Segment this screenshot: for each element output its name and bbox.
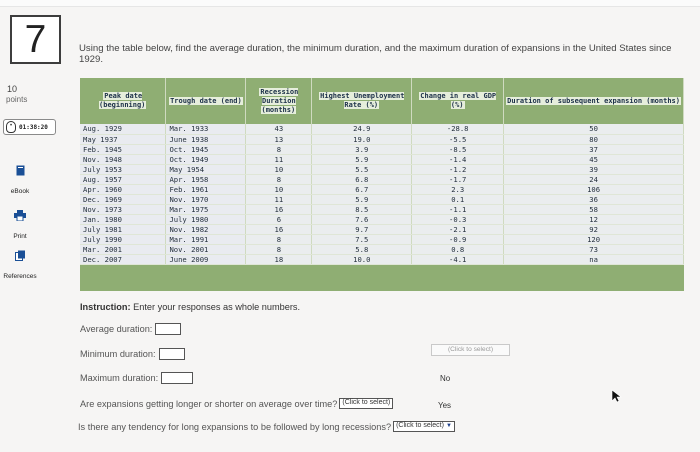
references-icon [0, 250, 40, 264]
table-cell: 7.6 [312, 214, 412, 224]
table-cell: 16 [246, 224, 312, 234]
maximum-duration-label: Maximum duration: [80, 373, 159, 383]
table-cell: 8 [246, 234, 312, 244]
minimum-duration-label: Minimum duration: [80, 349, 156, 359]
question-1-select[interactable]: (Click to select) [339, 398, 393, 409]
sidebar-item-ebook[interactable] [0, 165, 40, 198]
table-row [80, 214, 684, 224]
table-cell: July 1990 [80, 234, 166, 244]
table-cell: -0.3 [412, 214, 504, 224]
table-row [80, 164, 684, 174]
table-cell: Jan. 1980 [80, 214, 166, 224]
mouse-pointer-icon [611, 389, 623, 403]
table-cell: 24.9 [312, 124, 412, 134]
table-cell: -1.7 [412, 174, 504, 184]
table-cell: Mar. 1933 [166, 124, 246, 134]
table-cell: -0.9 [412, 234, 504, 244]
table-row [80, 154, 684, 164]
table-cell: 6 [246, 214, 312, 224]
table-cell: 5.8 [312, 244, 412, 254]
table-cell: 5.5 [312, 164, 412, 174]
table-row [80, 124, 684, 134]
table-cell: 11 [246, 194, 312, 204]
table-row [80, 184, 684, 194]
table-row [80, 134, 684, 144]
table-cell: 120 [504, 234, 684, 244]
table-row [80, 224, 684, 234]
average-duration-row [80, 323, 181, 335]
table-cell: -5.5 [412, 134, 504, 144]
table-cell: 8 [246, 174, 312, 184]
table-cell: 10 [246, 164, 312, 174]
table-cell: 5.9 [312, 154, 412, 164]
table-cell: Nov. 1973 [80, 204, 166, 214]
table-cell: Aug. 1929 [80, 124, 166, 134]
table-cell: Nov. 1948 [80, 154, 166, 164]
minimum-duration-input[interactable] [159, 348, 185, 360]
table-cell: 37 [504, 144, 684, 154]
table-cell: 43 [246, 124, 312, 134]
question-row-2 [78, 421, 455, 432]
col-header: Recession Duration (months) [246, 78, 312, 124]
table-cell: Nov. 1982 [166, 224, 246, 234]
table-cell: 7.5 [312, 234, 412, 244]
table-cell: 19.0 [312, 134, 412, 144]
table-cell: 73 [504, 244, 684, 254]
table-cell: June 2009 [166, 254, 246, 264]
dropdown-option-no[interactable]: No [440, 374, 451, 383]
table-cell: Feb. 1945 [80, 144, 166, 154]
table-cell: 36 [504, 194, 684, 204]
top-strip [0, 0, 700, 7]
maximum-duration-row [80, 372, 193, 384]
table-cell: 12 [504, 214, 684, 224]
table-cell: 9.7 [312, 224, 412, 234]
instruction: Instruction: Enter your responses as whole numbers. [80, 302, 301, 312]
timer-text: 01:38:20 [19, 123, 48, 131]
table-row [80, 244, 684, 254]
table-row [80, 174, 684, 184]
col-header: Duration of subsequent expansion (months) [504, 78, 684, 124]
table-cell: Feb. 1961 [166, 184, 246, 194]
table-cell: -1.4 [412, 154, 504, 164]
table-cell: 16 [246, 204, 312, 214]
points-label: points [6, 95, 28, 104]
table-cell: Dec. 2007 [80, 254, 166, 264]
table-row [80, 234, 684, 244]
table-cell: -4.1 [412, 254, 504, 264]
table-cell: Mar. 1975 [166, 204, 246, 214]
table-cell: Aug. 1957 [80, 174, 166, 184]
table-cell: 92 [504, 224, 684, 234]
question-text: Using the table below, find the average duration, the minimum duration, and the maximum duration of expansions in the United States since 1929. [79, 43, 672, 65]
question-number: 7 [10, 15, 61, 64]
table-cell: -8.5 [412, 144, 504, 154]
table-cell: 50 [504, 124, 684, 134]
question-row-1 [80, 398, 393, 409]
table-cell: 18 [246, 254, 312, 264]
table-cell: -28.8 [412, 124, 504, 134]
table-cell: 58 [504, 204, 684, 214]
sidebar-item-label: Print [13, 233, 27, 240]
question-2-text: Is there any tendency for long expansions to be followed by long recessions? [78, 421, 392, 432]
table-cell: -1.1 [412, 204, 504, 214]
points-value: 10 [7, 84, 18, 94]
table-cell: May 1937 [80, 134, 166, 144]
table-cell: 39 [504, 164, 684, 174]
table-cell: na [504, 254, 684, 264]
table-row [80, 204, 684, 214]
col-header: Highest Unemployment Rate (%) [312, 78, 412, 124]
sidebar-item-label: eBook [10, 188, 30, 195]
table-cell: Nov. 2001 [166, 244, 246, 254]
table-cell: 3.9 [312, 144, 412, 154]
table-row [80, 254, 684, 264]
table-cell: 10 [246, 184, 312, 194]
table-cell: July 1953 [80, 164, 166, 174]
table-cell: 0.8 [412, 244, 504, 254]
table-row [80, 194, 684, 204]
table-cell: Apr. 1958 [166, 174, 246, 184]
table-cell: 6.7 [312, 184, 412, 194]
col-header: Peak date (beginning) [80, 78, 166, 124]
sidebar-item-references[interactable] [0, 250, 40, 283]
table-cell: July 1981 [80, 224, 166, 234]
col-header: Change in real GDP (%) [412, 78, 504, 124]
question-1-text: Are expansions getting longer or shorter on average over time? [80, 398, 338, 409]
table-cell: 0.1 [412, 194, 504, 204]
table-cell: Mar. 2001 [80, 244, 166, 254]
table-cell: 2.3 [412, 184, 504, 194]
sidebar-item-print[interactable] [0, 210, 40, 243]
table-cell: 5.9 [312, 194, 412, 204]
table-cell: 11 [246, 154, 312, 164]
table-cell: 45 [504, 154, 684, 164]
table-row [80, 144, 684, 154]
dropdown-option-yes[interactable]: Yes [438, 401, 452, 410]
table-cell: -2.1 [412, 224, 504, 234]
table-cell: Dec. 1969 [80, 194, 166, 204]
table-cell: -1.2 [412, 164, 504, 174]
question-2-select[interactable]: (Click to select) ▼ [393, 421, 455, 432]
table-cell: May 1954 [166, 164, 246, 174]
table-cell: 8 [246, 244, 312, 254]
timer [3, 119, 56, 135]
sidebar-item-label: References [3, 273, 37, 280]
book-icon [0, 165, 40, 179]
table-cell: 13 [246, 134, 312, 144]
average-duration-label: Average duration: [80, 324, 153, 334]
table-cell: Nov. 1970 [166, 194, 246, 204]
print-icon [0, 210, 40, 224]
recession-table [80, 78, 684, 291]
table-cell: 80 [504, 134, 684, 144]
table-cell: 8.5 [312, 204, 412, 214]
table-cell: Oct. 1949 [166, 154, 246, 164]
table-cell: Oct. 1945 [166, 144, 246, 154]
minimum-duration-row [80, 348, 185, 360]
col-header: Trough date (end) [166, 78, 246, 124]
table-cell: 6.8 [312, 174, 412, 184]
maximum-duration-input[interactable] [161, 372, 193, 384]
table-cell: Apr. 1960 [80, 184, 166, 194]
chevron-down-icon: ▼ [445, 423, 452, 429]
average-duration-input[interactable] [155, 323, 181, 335]
table-cell: June 1938 [166, 134, 246, 144]
table-cell: Mar. 1991 [166, 234, 246, 244]
table-cell: 8 [246, 144, 312, 154]
table-cell: July 1980 [166, 214, 246, 224]
dropdown-hint[interactable]: (Click to select) [431, 344, 510, 356]
table-cell: 24 [504, 174, 684, 184]
stopwatch-icon: • [6, 121, 16, 133]
table-cell: 10.0 [312, 254, 412, 264]
table-cell: 106 [504, 184, 684, 194]
